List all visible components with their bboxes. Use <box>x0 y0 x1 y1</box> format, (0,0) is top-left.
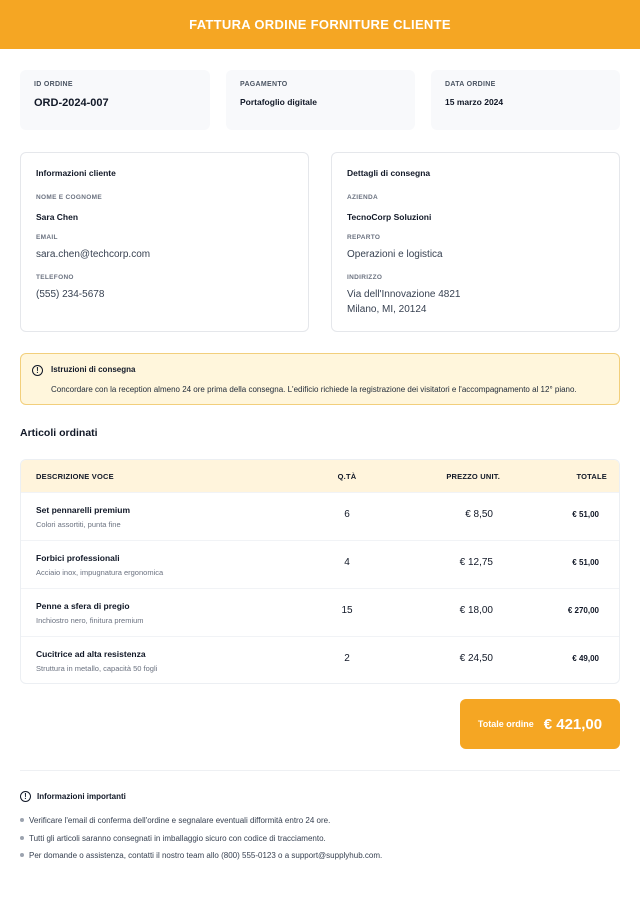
item-name: Penne a sfera di pregio <box>36 601 130 611</box>
page-title: FATTURA ORDINE FORNITURE CLIENTE <box>189 17 451 32</box>
item-description: Acciaio inox, impugnatura ergonomica <box>36 568 164 577</box>
delivery-details-title: Dettagli di consegna <box>347 168 431 178</box>
item-name: Set pennarelli premium <box>36 505 130 515</box>
company-field <box>347 194 431 225</box>
list-item-text: Tutti gli articoli saranno consegnati in imballaggio sicuro con codice di tracciamento. <box>29 834 326 843</box>
items-section-title: Articoli ordinati <box>20 427 98 439</box>
payment-value: Portafoglio digitale <box>240 97 317 107</box>
delivery-instructions-title: Istruzioni di consegna <box>51 365 136 374</box>
list-item <box>20 834 326 843</box>
address-field <box>347 274 460 317</box>
customer-email-label: EMAIL <box>36 234 58 241</box>
item-description: Colori assortiti, punta fine <box>36 520 121 529</box>
table-row <box>21 540 620 588</box>
order-total-label: Totale ordine <box>477 719 534 729</box>
list-item <box>20 851 382 860</box>
item-qty: 6 <box>344 509 350 520</box>
item-unit-price: € 12,75 <box>459 557 493 568</box>
order-id-card <box>20 70 210 130</box>
department-label: REPARTO <box>347 234 381 241</box>
item-total: € 49,00 <box>572 654 599 663</box>
table-row <box>21 588 620 636</box>
item-qty: 15 <box>341 605 353 616</box>
order-id-value: ORD-2024-007 <box>34 97 109 109</box>
customer-email-value: sara.chen@techcorp.com <box>36 249 151 260</box>
important-info-title: Informazioni importanti <box>37 792 126 801</box>
table-header <box>21 460 620 492</box>
bullet-dot <box>20 853 24 857</box>
customer-info-title: Informazioni cliente <box>36 168 116 178</box>
column-header-qty: Q.TÀ <box>337 472 357 481</box>
customer-info-card <box>20 152 309 332</box>
order-total-value: € 421,00 <box>543 715 603 733</box>
bullet-dot <box>20 818 24 822</box>
payment-label: PAGAMENTO <box>240 81 288 88</box>
address-line1: Via dell'Innovazione 4821 <box>347 289 461 300</box>
column-header-total: TOTALE <box>576 472 607 481</box>
page-header <box>0 0 640 49</box>
table-row <box>21 636 620 684</box>
department-value: Operazioni e logistica <box>347 249 443 260</box>
item-total: € 51,00 <box>572 510 599 519</box>
customer-phone-label: TELEFONO <box>36 274 74 281</box>
address-label: INDIRIZZO <box>347 274 383 281</box>
company-value: TecnoCorp Soluzioni <box>347 212 432 222</box>
order-id-label: ID ORDINE <box>34 81 73 88</box>
delivery-instructions-text: Concordare con la reception almeno 24 ore prima della consegna. L'edificio richiede la registrazione dei visitatori e l'accompagnamento al 12° piano. <box>51 385 577 394</box>
payment-card <box>226 70 415 130</box>
table-row <box>21 492 620 540</box>
item-name: Forbici professionali <box>36 553 120 563</box>
item-description: Inchiostro nero, finitura premium <box>36 616 144 625</box>
order-date-value: 15 marzo 2024 <box>445 97 504 107</box>
delivery-instructions-notice <box>20 353 620 405</box>
customer-name-label: NOME E COGNOME <box>36 194 102 201</box>
column-header-description: DESCRIZIONE VOCE <box>36 472 114 481</box>
list-item <box>20 816 330 825</box>
customer-name-value: Sara Chen <box>36 212 79 222</box>
customer-email-field <box>36 234 150 262</box>
bullet-dot <box>20 836 24 840</box>
department-field <box>347 234 443 262</box>
list-item-text: Verificare l'email di conferma dell'ordine e segnalare eventuali difformità entro 24 ore. <box>29 816 331 825</box>
alert-circle-icon: ! <box>20 791 31 802</box>
item-qty: 4 <box>344 557 350 568</box>
item-unit-price: € 24,50 <box>459 653 493 664</box>
customer-phone-field <box>36 274 104 302</box>
order-date-card <box>431 70 620 130</box>
alert-circle-icon: ! <box>32 365 43 376</box>
order-date-label: DATA ORDINE <box>445 81 496 88</box>
column-header-unit-price: PREZZO UNIT. <box>446 472 500 481</box>
item-total: € 51,00 <box>572 558 599 567</box>
item-qty: 2 <box>344 653 350 664</box>
address-line2: Milano, MI, 20124 <box>347 304 427 315</box>
items-table <box>20 459 620 684</box>
order-total-box <box>460 699 620 749</box>
item-description: Struttura in metallo, capacità 50 fogli <box>36 664 158 673</box>
section-divider <box>20 770 620 771</box>
item-name: Cucitrice ad alta resistenza <box>36 649 146 659</box>
item-total: € 270,00 <box>567 606 599 615</box>
item-unit-price: € 8,50 <box>465 509 493 520</box>
customer-phone-value: (555) 234-5678 <box>36 289 105 300</box>
delivery-details-card <box>331 152 620 332</box>
company-label: AZIENDA <box>347 194 378 201</box>
list-item-text: Per domande o assistenza, contatti il nostro team allo (800) 555-0123 o a support@supplyhub.com. <box>29 851 383 860</box>
customer-name-field <box>36 194 102 225</box>
item-unit-price: € 18,00 <box>459 605 493 616</box>
